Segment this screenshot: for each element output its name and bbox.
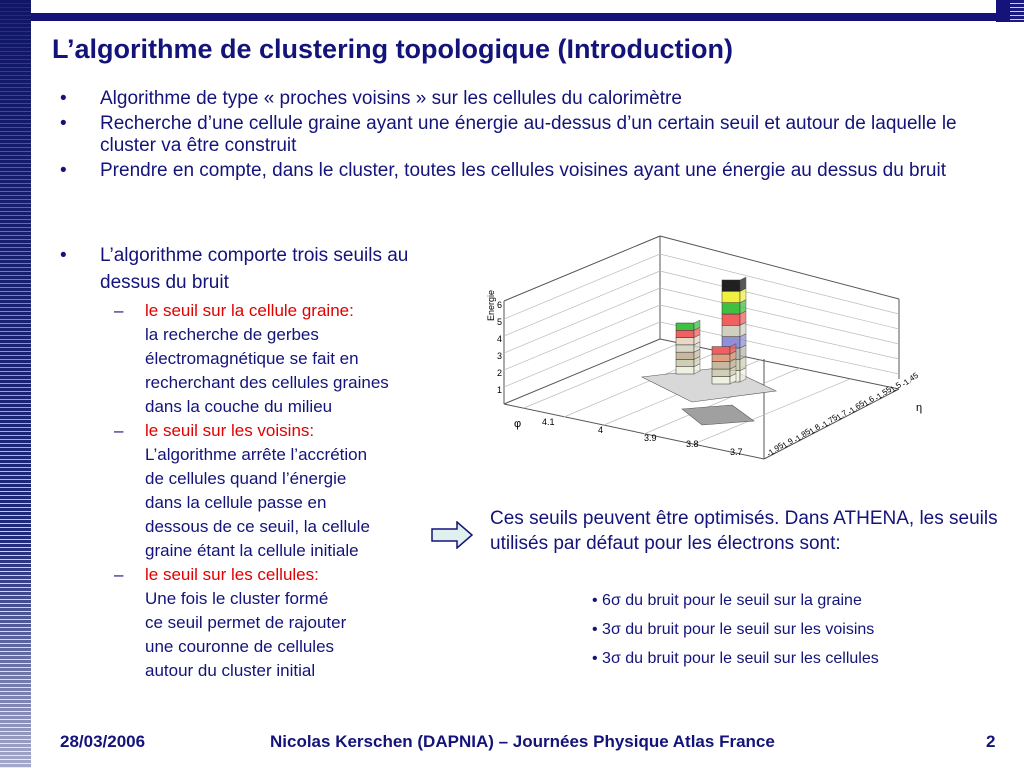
bullet-marker: • [60, 88, 67, 109]
tower-segment [676, 359, 694, 366]
top-decor-bar [31, 13, 996, 21]
eta-axis-label: η [916, 402, 923, 414]
tower-segment [722, 280, 740, 291]
plot-frame [504, 236, 899, 459]
bullet-marker: • [60, 160, 67, 181]
tower-segment [712, 362, 730, 369]
right-decor-stripes [1010, 0, 1024, 22]
tower-segment [722, 325, 740, 336]
tower-left [676, 320, 700, 374]
threshold-heading: le seuil sur les cellules: [145, 565, 319, 584]
thresholds-section [56, 242, 456, 683]
thresholds-intro-text: L’algorithme comporte trois seuils au dessus du bruit [100, 245, 409, 293]
bullet-text: Recherche d’une cellule graine ayant une énergie au-dessus d’un certain seuil et autour de laquelle le cluster va être construit [100, 113, 957, 156]
z-tick-label: 2 [496, 368, 502, 378]
threshold-heading: le seuil sur la cellule graine: [145, 301, 354, 320]
cell-grid [642, 367, 776, 425]
thresholds-intro [56, 242, 440, 296]
left-decor-strip [0, 0, 31, 768]
eta-tick-label: -1.9 [778, 436, 795, 452]
eta-tick-label: -1.85 [791, 426, 813, 445]
z-tick-label: 1 [496, 385, 502, 395]
bullet-marker: • [60, 113, 67, 134]
tower-segment [676, 345, 694, 352]
bullet-text: Algorithme de type « proches voisins » sur les cellules du calorimètre [100, 88, 682, 109]
footer-date: 28/03/2006 [60, 732, 146, 751]
dash-marker: – [114, 301, 124, 320]
threshold-body: L’algorithme arrête l’accrétion de cellules quand l’énergie dans la cellule passe en dessous de ce seuil, la cellule graine étant la cellule initiale [145, 445, 370, 560]
tower-mid [712, 344, 736, 384]
z-ticks [497, 300, 502, 395]
tower-segment [676, 338, 694, 345]
z-tick-label: 4 [496, 334, 502, 344]
z-tick-label: 3 [496, 351, 502, 361]
tower-segment [676, 367, 694, 374]
defaults-item: • 3σ du bruit pour le seuil sur les cellules [592, 650, 879, 667]
threshold-body: la recherche de gerbes électromagnétique se fait en recherchant des cellules graines dans la couche du milieu [145, 325, 389, 416]
defaults-list [592, 586, 879, 673]
footer-author: Nicolas Kerschen (DAPNIA) – Journées Physique Atlas France [270, 732, 775, 751]
tower-segment [676, 330, 694, 337]
threshold-seed [56, 299, 456, 419]
eta-tick-label: -1.8 [805, 422, 822, 438]
tower-segment [712, 347, 730, 354]
z-axis-label: Energie [486, 289, 496, 321]
eta-tick-label: -1.55 [872, 384, 894, 403]
slide-title: L’algorithme de clustering topologique (Introduction) [52, 34, 733, 64]
bullet-marker: • [60, 245, 67, 266]
tower-segment [722, 314, 740, 325]
phi-tick-label: 4.1 [542, 417, 555, 427]
top-bullet-list [56, 88, 1001, 185]
eta-tick-label: -1.45 [899, 370, 921, 389]
bullet-item [56, 113, 1001, 157]
dash-marker: – [114, 421, 124, 440]
threshold-body: Une fois le cluster formé ce seuil permet de rajouter une couronne de cellules autour du cluster initial [145, 589, 347, 680]
tower-segment [712, 354, 730, 361]
eta-tick-label: -1.7 [832, 408, 849, 424]
phi-tick-label: 3.7 [730, 447, 743, 457]
eta-tick-label: -1.65 [845, 398, 867, 417]
z-tick-label: 6 [496, 300, 502, 310]
phi-tick-label: 3.9 [644, 433, 657, 443]
footer-page-number: 2 [986, 732, 996, 751]
dash-marker: – [114, 565, 124, 584]
eta-tick-label: -1.5 [886, 380, 903, 396]
tower-segment [712, 377, 730, 384]
tower-segment [676, 352, 694, 359]
phi-axis-label: φ [514, 418, 522, 430]
phi-tick-label: 3.8 [686, 439, 699, 449]
right-arrow-icon [431, 521, 473, 549]
eta-ticks [765, 370, 921, 458]
defaults-item: • 6σ du bruit pour le seuil sur la graine [592, 592, 862, 609]
defaults-note: Ces seuils peuvent être optimisés. Dans ATHENA, les seuils utilisés par défaut pour les électrons sont: [490, 508, 998, 554]
eta-tick-label: -1.75 [818, 412, 840, 431]
phi-tick-label: 4 [598, 425, 604, 435]
bullet-item [56, 88, 1001, 110]
lego-plot [464, 199, 972, 493]
z-tick-label: 5 [496, 317, 502, 327]
bullet-text: Prendre en compte, dans le cluster, toutes les cellules voisines ayant une énergie au dessus du bruit [100, 160, 947, 181]
threshold-cells [56, 563, 456, 683]
eta-tick-label: -1.6 [859, 394, 876, 410]
tower-segment [676, 323, 694, 330]
tower-segment [722, 303, 740, 314]
threshold-heading: le seuil sur les voisins: [145, 421, 315, 440]
eta-tick-label: -1.95 [764, 440, 786, 459]
tower-segment [712, 369, 730, 376]
defaults-item: • 3σ du bruit pour le seuil sur les voisins [592, 621, 875, 638]
towers-group [676, 277, 746, 384]
bullet-item [56, 160, 1001, 182]
tower-segment [722, 291, 740, 302]
lego-plot-svg [464, 199, 972, 493]
threshold-neighbours [56, 419, 456, 563]
